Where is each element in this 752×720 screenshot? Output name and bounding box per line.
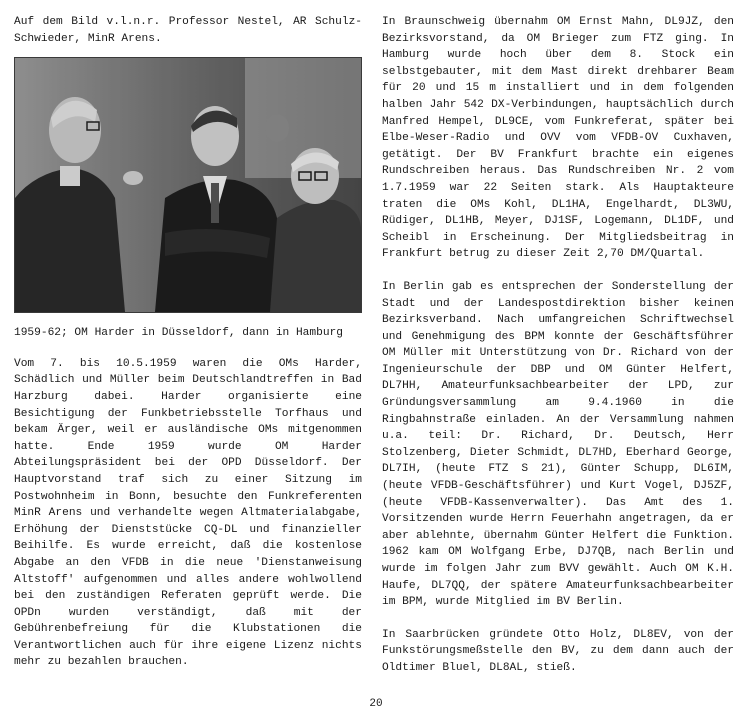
photo-caption-bottom: 1959-62; OM Harder in Düsseldorf, dann in Hamburg <box>14 327 343 340</box>
left-paragraph-1: Vom 7. bis 10.5.1959 waren die OMs Harder, Schädlich und Müller beim Deutschlandtreffen in Bad Harzburg dabei. Harder organisierte eine Besichtigung der Funkbetriebsstelle Torfhaus und bekam Ärger, weil er ausländische OMs mitgenommen hatte. Ende 1959 wurde OM Harder Abteilungspräsident bei der OPD Düsseldorf. Der Hauptvorstand traf sich zu einer Sitzung im Postwohnheim in Bonn, besuchte den Funkreferenten MinR Arens und verhandelte wegen Altmaterialabgabe, Erhöhung der Dienststücke CQ-DL und finanzieller Beihilfe. Es wurde erreicht, daß die kostenlose Abgabe an den VFDB in die neue 'Dienstanweisung Altstoff' aufgenommen und alles andere wohlwollend bei den zuständigen Referaten geprüft werde. Die OPDn wurden verständigt, daß mit der Gebührenbefreiung für die Klubstationen die Verantwortlichen auch für ihre eigene Lizenz nichts mehr zu bezahlen brauchen. <box>14 357 362 669</box>
left-column <box>14 14 362 671</box>
right-paragraph-2: In Berlin gab es entsprechen der Sonderstellung der Stadt und der Landespostdirektion bisher keinen Bezirksverband. Nach umfangreichen Schriftwechsel und Genehmigung des BPM konnte der Geschäftsführer OM Müller mit Unterstützung von Dr. Richard von der Ingenieurschule der DBP und OM Günter Helfert, DL7HH, Amateurfunksachbearbeiter der LPD, zur Gründungsversammlung am 9.4.1960 in die Ringbahnstraße einladen. An der Versammlung nahmen u.a. teil: Dr. Richard, Dr. Deutsch, Herr Stolzenberg, Dieter Schmidt, DL7HD, Eberhard George, DL7IH, (heute FTZ S 21), Günter Schupp, DL6IM, (heute VFDB-Geschäftsführer) und Kurt Vogel, DJ5ZF, (heute VFDB-Kassenverwalter). Das Amt des 1. Vorsitzenden wurde Herrn Feuerhahn angetragen, da er aber ablehnte, übernahm Günter Helfert die Funktion. 1962 kam OM Wolfgang Erbe, DJ7QB, nach Berlin und wurde im folgen Jahr zum BVV gewählt. Auch OM K.H. Haufe, DL7QQ, der spätere Amateurfunksachbearbeiter im BPM, wurde Mitglied im BV Berlin. <box>382 280 734 609</box>
photo-caption-top: Auf dem Bild v.l.n.r. Professor Nestel, AR Schulz-Schwieder, MinR Arens. <box>14 16 362 45</box>
photo-illustration <box>15 58 361 312</box>
right-column <box>382 14 734 677</box>
right-paragraph-1: In Braunschweig übernahm OM Ernst Mahn, DL9JZ, den Bezirksvorstand, da OM Brieger zum FTZ ging. In Hamburg wurde hoch über dem 8. Stock ein selbstgebauter, mit dem Mast direkt drehbarer Beam für 20 und 15 m installiert und in dem folgenden halben Jahr 542 DX-Verbindungen, hauptsächlich durch Manfred Hempel, DL9CE, vom Funkreferat, später bei Elbe-Weser-Radio und OVV vom VFDB-OV Cuxhaven, getätigt. Der BV Frankfurt brachte ein eigenes Rundschreiben heraus. Das Rundschreiben Nr. 2 vom 1.7.1959 war 22 Seiten stark. Als Hauptakteure traten die OMs Kohl, DL1HA, Engelhardt, DL3WU, Rüdiger, DL1HB, Meyer, DJ1SF, Logemann, DL1DF, und Scheibl in Erscheinung. Der Mitgliedsbeitrag in Frankfurt betrug zu dieser Zeit 2,70 DM/Quartal. <box>382 16 734 261</box>
page-number: 20 <box>369 698 383 710</box>
right-paragraph-3: In Saarbrücken gründete Otto Holz, DL8EV, von der Funkstörungsmeßstelle den BV, zu dem dann auch der Oldtimer Bluel, DL8AL, stieß. <box>382 628 734 674</box>
photo-group-portrait <box>14 57 362 313</box>
